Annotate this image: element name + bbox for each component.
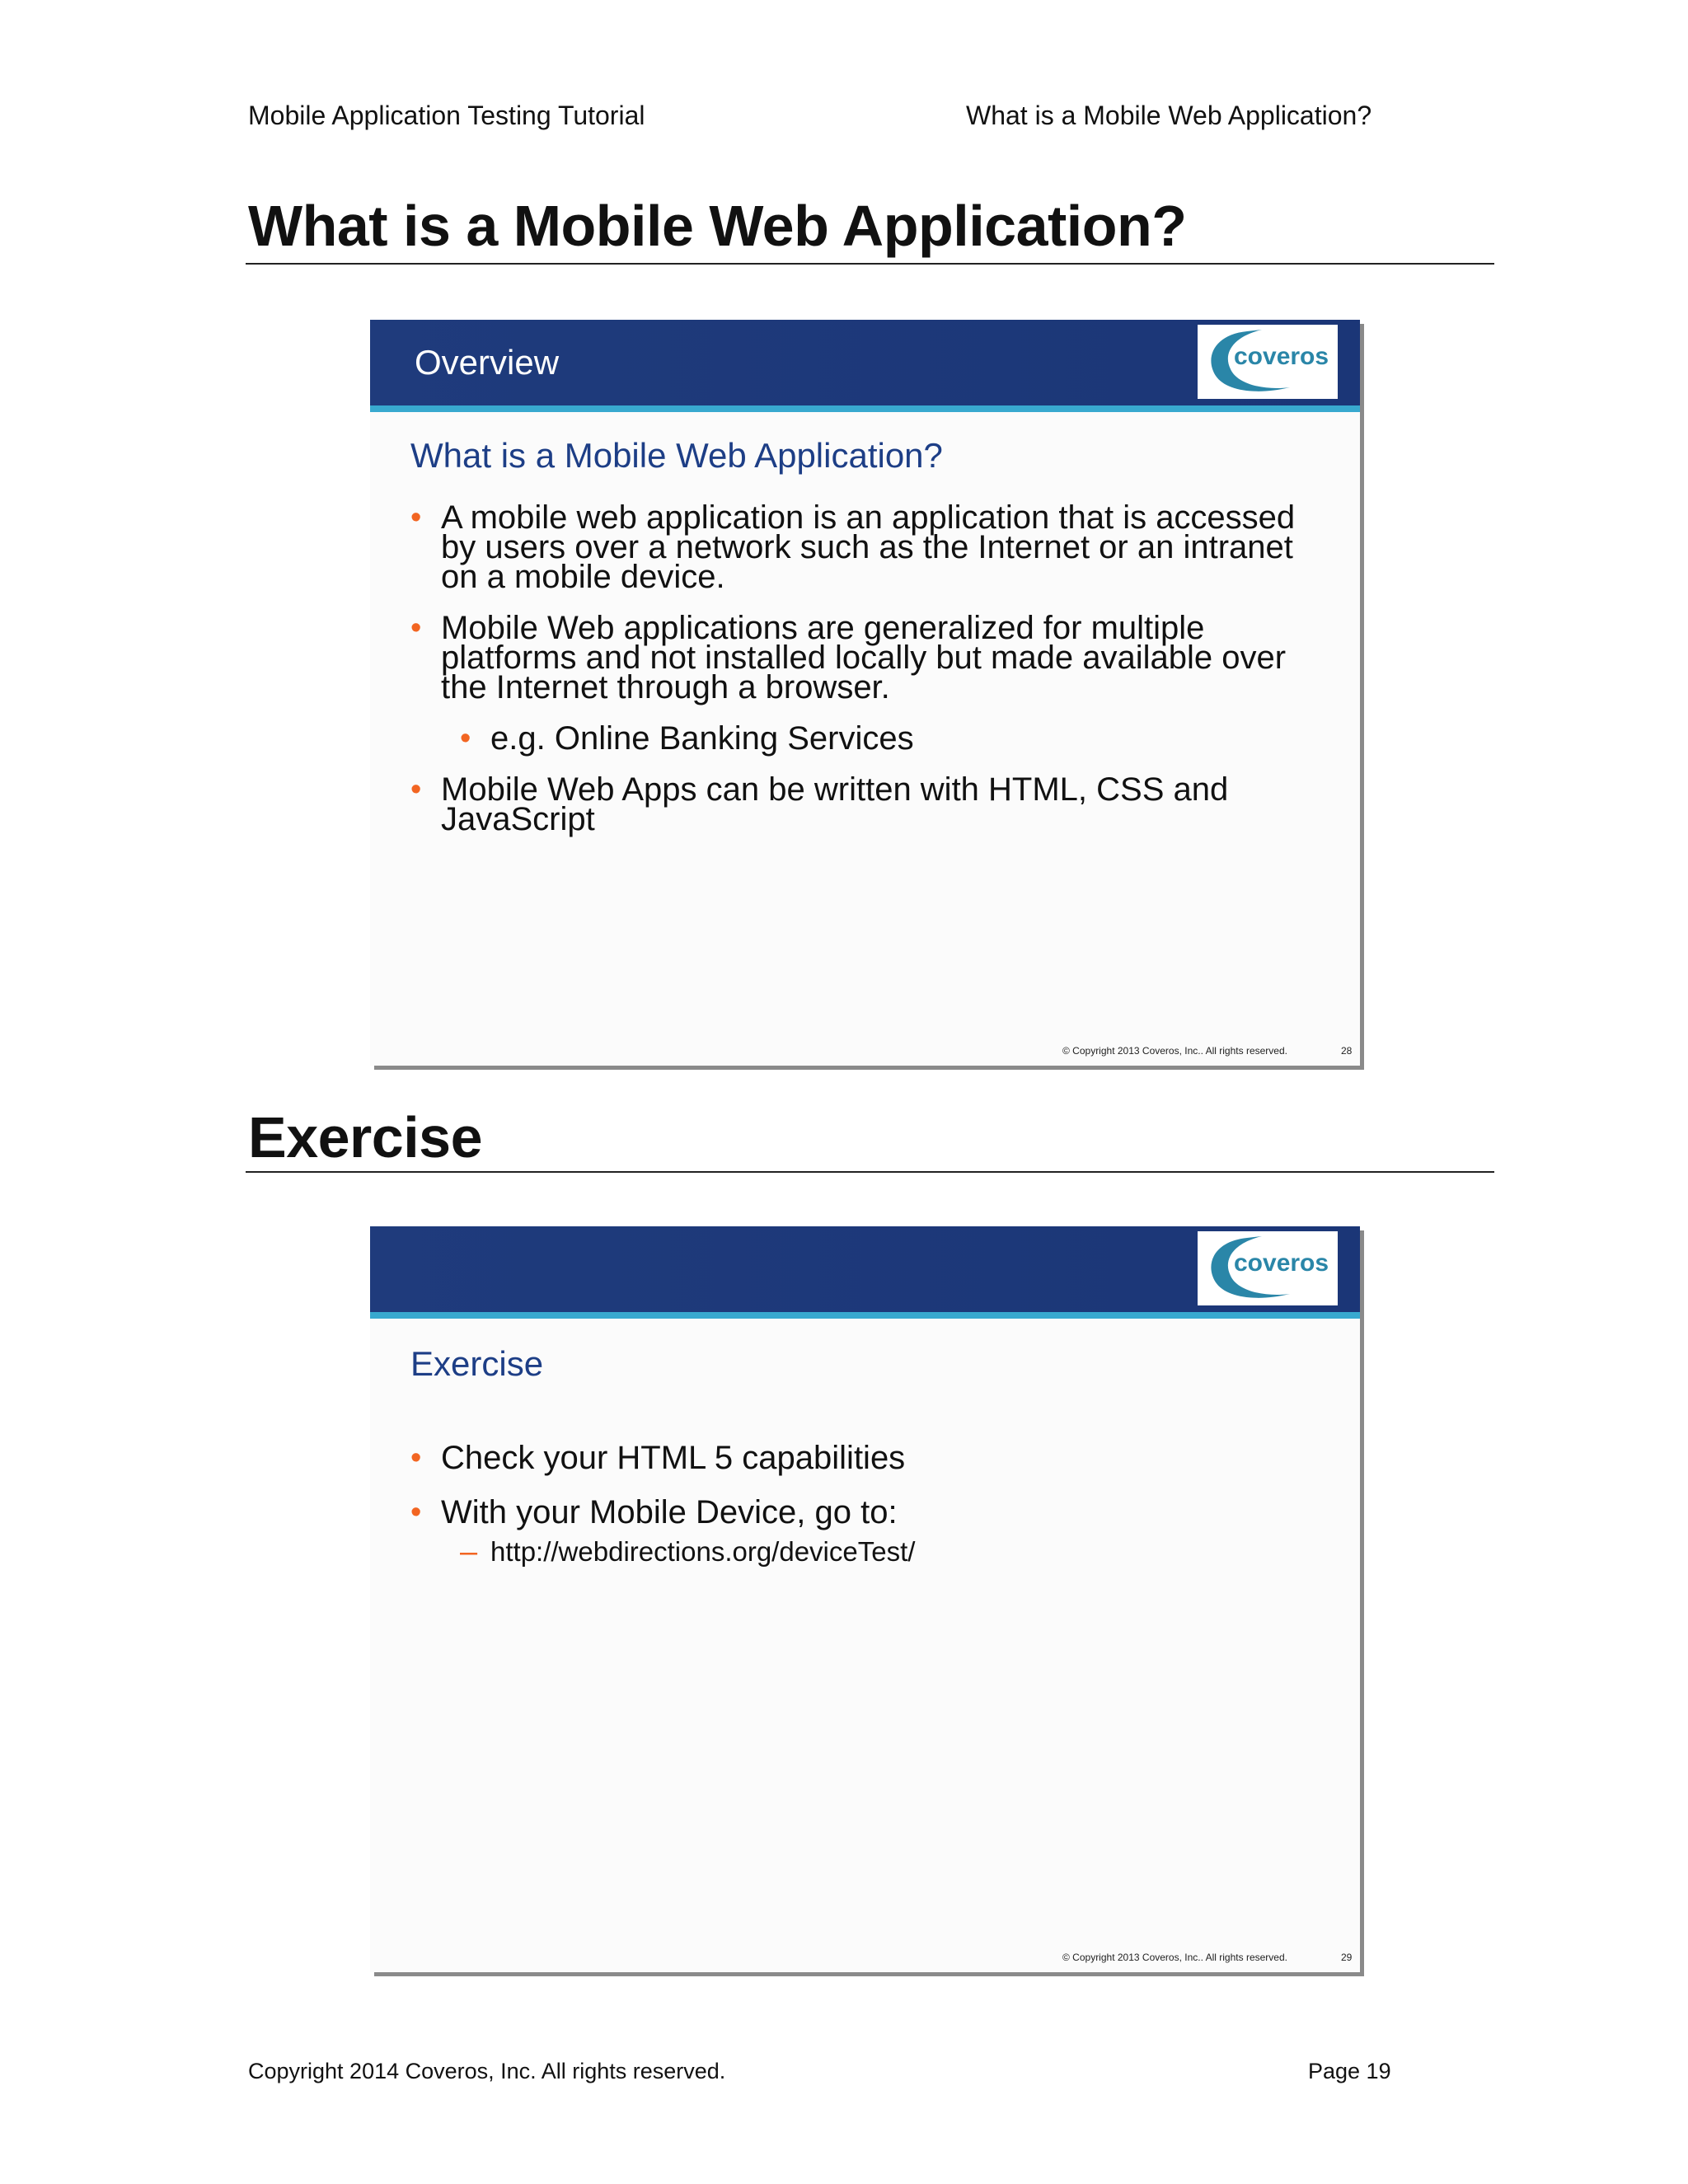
slide-header-stripe	[370, 405, 1360, 412]
slide-number: 29	[1341, 1952, 1353, 1963]
bullet-dot-icon: •	[460, 721, 471, 756]
slide-overview	[370, 320, 1360, 1066]
slide-copyright: © Copyright 2013 Coveros, Inc.. All rights reserved.	[1062, 1952, 1287, 1963]
logo-text: coveros	[1234, 1249, 1329, 1277]
section-title: What is a Mobile Web Application?	[248, 194, 1187, 258]
slide-exercise	[370, 1226, 1360, 1972]
slide-header-title: Overview	[415, 343, 560, 382]
section-divider	[246, 263, 1494, 265]
list-item: • With your Mobile Device, go to:	[410, 1494, 898, 1530]
device-test-link[interactable]: http://webdirections.org/deviceTest/	[490, 1536, 916, 1567]
slide-header-bar	[370, 1226, 1360, 1312]
slide-number: 28	[1341, 1045, 1353, 1057]
list-item: • Check your HTML 5 capabilities	[410, 1440, 906, 1476]
bullet-dot-icon: •	[410, 1441, 422, 1475]
page-number: Page 19	[1308, 2059, 1391, 2083]
list-item: • Mobile Web applications are generalized for multiple platforms and not installed locally but made available over the Internet through a browser.	[410, 610, 1287, 705]
slide-header-bar	[370, 320, 1360, 405]
coveros-logo	[1198, 1231, 1338, 1305]
list-item: • Mobile Web Apps can be written with HTML, CSS and JavaScript	[410, 771, 1229, 837]
slide-subtitle: Exercise	[410, 1344, 544, 1383]
slide-bullet-list	[410, 499, 1325, 837]
section-divider	[246, 1171, 1494, 1173]
slide-subtitle: What is a Mobile Web Application?	[410, 436, 943, 475]
bullet-dot-icon: •	[410, 500, 422, 535]
page-footer-copyright: Copyright 2014 Coveros, Inc. All rights reserved.	[248, 2059, 726, 2083]
slide-header-stripe	[370, 1312, 1360, 1319]
section-title: Exercise	[248, 1105, 483, 1169]
list-item: • A mobile web application is an application that is accessed by users over a network such as the Internet or an intranet on a mobile device.	[410, 499, 1296, 595]
dash-icon: –	[460, 1535, 478, 1569]
bullet-dot-icon: •	[410, 772, 422, 807]
page-header-left: Mobile Application Testing Tutorial	[248, 101, 645, 130]
coveros-logo	[1198, 325, 1338, 399]
slide-bullet-list	[410, 1440, 1325, 1569]
page-header-right: What is a Mobile Web Application?	[966, 101, 1372, 130]
list-item-nested: • e.g. Online Banking Services	[460, 720, 914, 757]
bullet-dot-icon: •	[410, 611, 422, 645]
list-item-nested[interactable]	[460, 1537, 1325, 1567]
logo-text: coveros	[1234, 343, 1329, 370]
bullet-dot-icon: •	[410, 1495, 422, 1530]
slide-copyright: © Copyright 2013 Coveros, Inc.. All rights reserved.	[1062, 1045, 1287, 1057]
